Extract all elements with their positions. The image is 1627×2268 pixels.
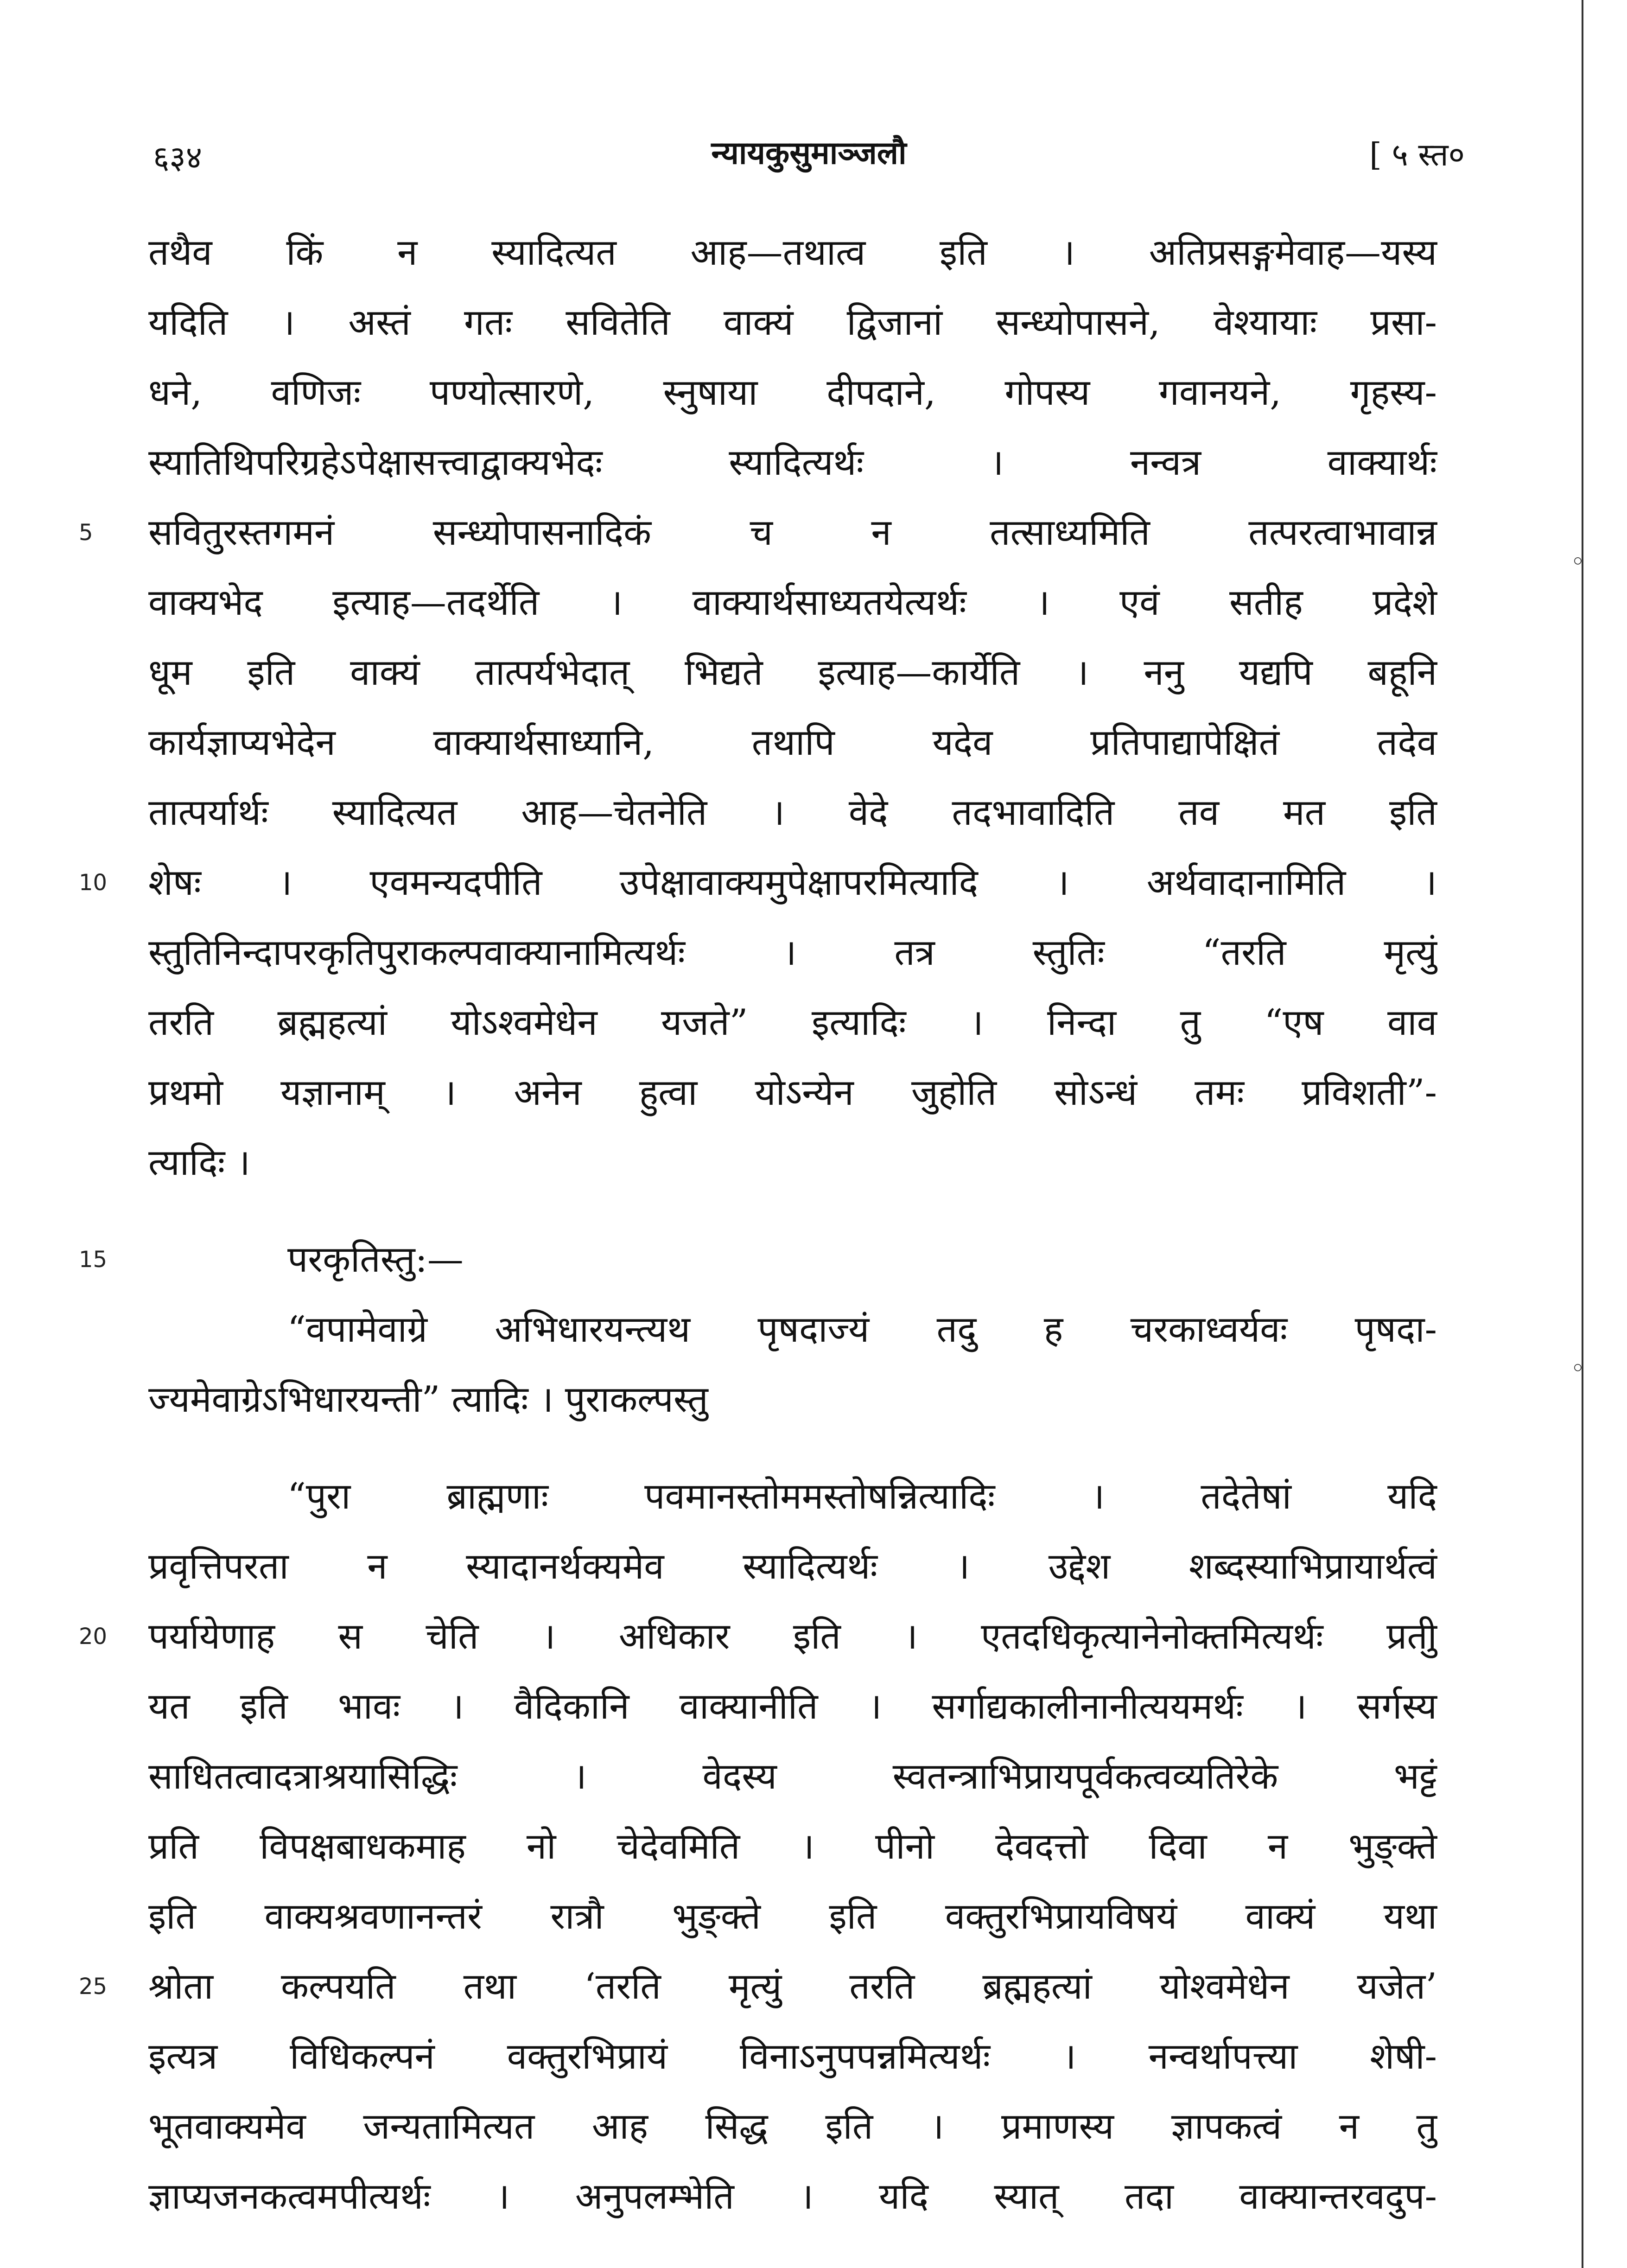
text-line: स्यातिथिपरिग्रहेऽपेक्षासत्त्वाद्वाक्यभेदः स्यादित्यर्थः । नन्वत्र वाक्यार्थः (148, 442, 1437, 484)
text-line: धने, वणिजः पण्योत्सारणे, स्नुषाया दीपदाने, गोपस्य गवानयने, गृहस्य- (148, 372, 1437, 414)
line-number: 15 (79, 1247, 108, 1273)
text-line: स्तुतिनिन्दापरकृतिपुराकल्पवाक्यानामित्यर्थः । तत्र स्तुतिः “तरति मृत्युं (148, 932, 1437, 974)
text-line: यत इति भावः । वैदिकानि वाक्यानीति । सर्गाद्यकालीनानीत्ययमर्थः । सर्गस्य (148, 1686, 1437, 1727)
binding-mark-icon: ◦ (1570, 1354, 1585, 1383)
page-number: ६३४ (153, 140, 203, 176)
book-title: न्यायकुसुमाञ्जलौ (711, 134, 907, 172)
quote-line: ज्यमेवाग्रेऽभिधारयन्ती” त्यादिः । पुराकल्पस्तु (148, 1379, 708, 1421)
text-line: इति वाक्यश्रवणानन्तरं रात्रौ भुङ्क्ते इति वक्तुरभिप्रायविषयं वाक्यं यथा (148, 1896, 1437, 1937)
text-line: इत्यत्र विधिकल्पनं वक्तुरभिप्रायं विनाऽनुपपन्नमित्यर्थः । नन्वर्थापत्त्या शेषी- (148, 2036, 1437, 2077)
text-line: भूतवाक्यमेव जन्यतामित्यत आह सिद्ध इति । प्रमाणस्य ज्ञापकत्वं न तु (148, 2106, 1437, 2147)
line-number: 5 (79, 520, 93, 546)
text-line (79, 1952, 1437, 2022)
section-marker: [ ५ स्त० (1369, 137, 1465, 173)
line-number: 25 (79, 1974, 108, 2000)
line-text: सवितुरस्तगमनं सन्ध्योपासनादिकं च न तत्साध्यमिति तत्परत्वाभावान्न (148, 512, 1437, 554)
quote-line: “पुरा ब्राह्मणाः पवमानस्तोममस्तोषन्नित्यादिः । तदेतेषां यदि (287, 1476, 1437, 1517)
text-line: प्रवृत्तिपरता न स्यादानर्थक्यमेव स्यादित्यर्थः । उद्देश शब्दस्याभिप्रायार्थत्वं (148, 1546, 1437, 1587)
quote-line: “वपामेवाग्रे अभिधारयन्त्यथ पृषदाज्यं तदु ह चरकाध्वर्यवः पृषदा- (287, 1309, 1437, 1351)
text-line (79, 1225, 1437, 1295)
line-number: 20 (79, 1624, 108, 1650)
line-number: 10 (79, 870, 108, 896)
text-line: तथैव किं न स्यादित्यत आह—तथात्व इति । अतिप्रसङ्गमेवाह—यस्य (148, 232, 1437, 274)
commentary-text (79, 218, 1437, 2232)
line-text: श्रोता कल्पयति तथा ‘तरति मृत्युं तरति ब्रह्महत्यां योश्वमेधेन यजेत’ (148, 1966, 1437, 2007)
text-line: त्यादिः । (148, 1142, 250, 1184)
text-line (79, 848, 1437, 918)
text-line: ज्ञाप्यजनकत्वमपीत्यर्थः । अनुपलम्भेति । यदि स्यात् तदा वाक्यान्तरवदुप- (148, 2176, 1437, 2217)
line-text: शेषः । एवमन्यदपीति उपेक्षावाक्यमुपेक्षापरमित्यादि । अर्थवादानामिति । (148, 862, 1437, 904)
text-line: प्रथमो यज्ञानाम् । अनेन हुत्वा योऽन्येन जुहोति सोऽन्धं तमः प्रविशती”- (148, 1072, 1437, 1114)
text-line: तरति ब्रह्महत्यां योऽश्वमेधेन यजते” इत्यादिः । निन्दा तु “एष वाव (148, 1002, 1437, 1044)
line-text: परकृतिस्तु:— (287, 1239, 464, 1281)
line-text: पर्यायेणाह स चेति । अधिकार इति । एतदधिकृत्यानेनोक्तमित्यर्थः प्रतीु (148, 1616, 1437, 1657)
binding-mark-icon: ◦ (1570, 547, 1585, 576)
text-line: प्रति विपक्षबाधकमाह नो चेदेवमिति । पीनो देवदत्तो दिवा न भुङ्क्ते (148, 1826, 1437, 1867)
running-header (153, 125, 1465, 176)
text-line: वाक्यभेद इत्याह—तदर्थेति । वाक्यार्थसाध्यतयेत्यर्थः । एवं सतीह प्रदेशे (148, 582, 1437, 624)
text-line: कार्यज्ञाप्यभेदेन वाक्यार्थसाध्यानि, तथापि यदेव प्रतिपाद्यापेक्षितं तदेव (148, 722, 1437, 764)
text-line: साधितत्वादत्राश्रयासिद्धिः । वेदस्य स्वतन्त्राभिप्रायपूर्वकत्वव्यतिरेके भट्टं (148, 1756, 1437, 1797)
text-line (79, 1602, 1437, 1672)
text-line (79, 498, 1437, 568)
text-line: तात्पर्यार्थः स्यादित्यत आह—चेतनेति । वेदे तदभावादिति तव मत इति (148, 792, 1437, 834)
text-line: धूम इति वाक्यं तात्पर्यभेदात् भिद्यते इत्याह—कार्येति । ननु यद्यपि बहूनि (148, 652, 1437, 694)
page-edge-rule (1582, 0, 1583, 2268)
text-line: यदिति । अस्तं गतः सवितेति वाक्यं द्विजानां सन्ध्योपासने, वेश्यायाः प्रसा- (148, 302, 1437, 344)
